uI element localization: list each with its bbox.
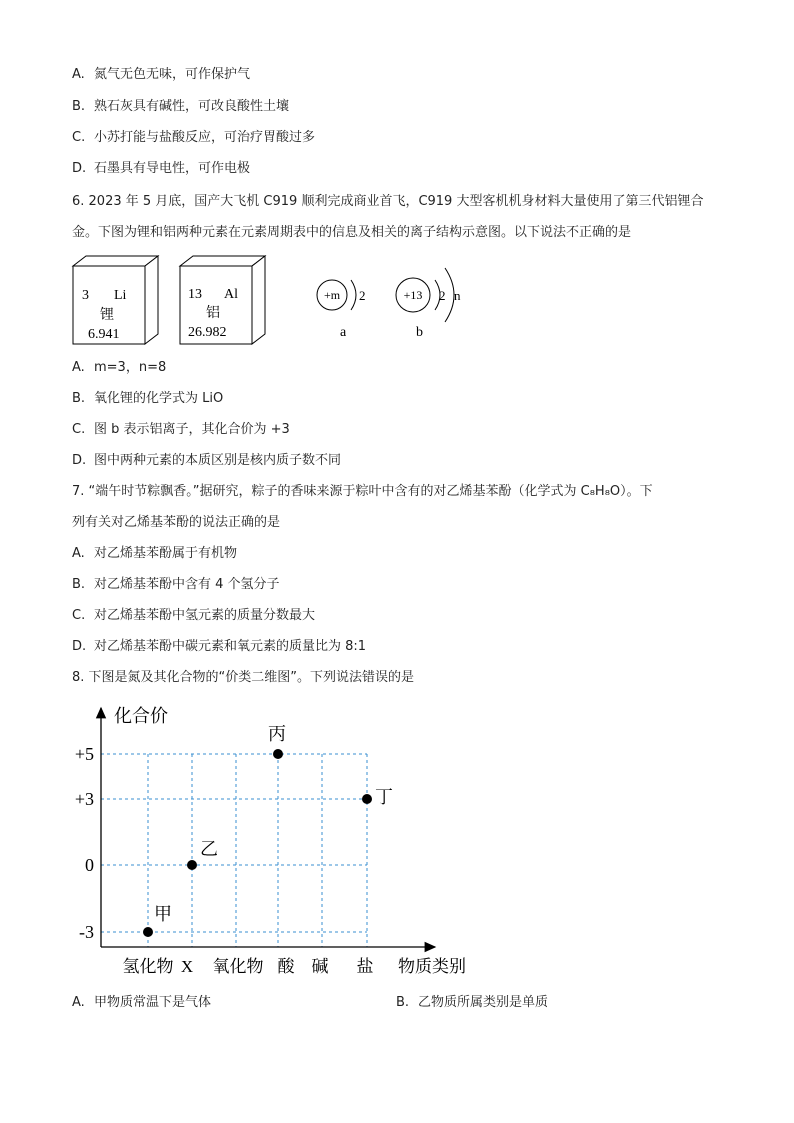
q7-stem-line1: 7. “端午时节粽飘香。”据研究，粽子的香味来源于粽叶中含有的对乙烯基苯酚（化学式为 C₈H₈O）。下 — [72, 484, 653, 499]
li-element-card — [73, 256, 158, 344]
al-element-card — [180, 256, 265, 344]
ion-b-caption: b — [416, 325, 423, 340]
q6-option-d — [72, 451, 341, 471]
option-label: B. — [396, 995, 410, 1010]
q8-option-b — [396, 993, 548, 1013]
data-point-乙 — [187, 860, 197, 870]
x-tick-label: 氧化物 — [212, 957, 264, 977]
x-tick-label: 碱 — [311, 957, 329, 977]
q5-option-b — [72, 97, 289, 117]
option-label: A. — [72, 67, 85, 82]
q7-option-d — [72, 637, 366, 657]
al-symbol: Al — [224, 287, 238, 302]
li-atomic-number: 3 — [82, 288, 89, 303]
li-mass: 6.941 — [88, 327, 120, 342]
option-text: 氮气无色无味，可作保护气 — [94, 67, 251, 82]
option-text: 熟石灰具有碱性，可改良酸性土壤 — [94, 99, 290, 114]
q7-option-a — [72, 544, 237, 564]
ion-b-nucleus: +13 — [403, 288, 423, 302]
ion-b-shell2: n — [454, 288, 461, 303]
option-label: C. — [72, 130, 86, 145]
li-symbol: Li — [114, 288, 127, 303]
q8-option-a — [72, 993, 211, 1013]
data-point-丙 — [273, 749, 283, 759]
x-tick-label: X — [180, 957, 194, 976]
option-label: B. — [72, 577, 86, 592]
q5-option-d — [72, 159, 250, 179]
x-tick-label: 氢化物 — [122, 957, 174, 977]
x-axis-title: 物质类别 — [398, 957, 466, 977]
option-text: 石墨具有导电性，可作电极 — [94, 161, 251, 176]
option-label: B. — [72, 391, 86, 406]
ion-structure-a — [317, 280, 366, 340]
option-text: 对乙烯基苯酚中碳元素和氧元素的质量比为 8:1 — [94, 639, 367, 654]
data-point-label: 甲 — [154, 904, 172, 925]
y-tick-label: -3 — [79, 922, 94, 942]
y-tick-label: +5 — [74, 744, 94, 764]
option-text: 对乙烯基苯酚中含有 4 个氢分子 — [94, 577, 280, 592]
data-point-丁 — [362, 794, 372, 804]
q7-option-c — [72, 606, 315, 626]
option-label: C. — [72, 608, 86, 623]
q8-stem: 8. 下图是氮及其化合物的“价类二维图”。下列说法错误的是 — [72, 670, 415, 685]
option-text: 氧化锂的化学式为 LiO — [94, 391, 224, 406]
ion-b-shell1: 2 — [439, 288, 446, 303]
option-label: D. — [72, 453, 87, 468]
option-label: A. — [72, 995, 85, 1010]
option-label: D. — [72, 639, 87, 654]
option-text: 对乙烯基苯酚属于有机物 — [94, 546, 238, 561]
ion-a-nucleus: +m — [323, 288, 341, 302]
data-points — [143, 724, 393, 937]
data-point-label: 丁 — [375, 787, 393, 808]
option-text: 乙物质所属类别是单质 — [418, 995, 549, 1010]
ion-a-shell: 2 — [359, 288, 366, 303]
option-label: B. — [72, 99, 86, 114]
y-tick-label: 0 — [85, 855, 94, 875]
q6-option-a — [72, 358, 166, 378]
al-atomic-number: 13 — [188, 287, 202, 302]
data-point-label: 丙 — [268, 724, 286, 745]
al-name: 铝 — [206, 305, 220, 321]
q5-option-c — [72, 128, 315, 148]
data-point-label: 乙 — [200, 839, 218, 860]
li-name: 锂 — [100, 307, 114, 323]
x-ticks — [123, 957, 374, 977]
option-label: A. — [72, 360, 85, 375]
option-text: 图 b 表示铝离子，其化合价为 +3 — [94, 422, 290, 437]
y-ticks — [75, 744, 94, 942]
q6-option-b — [72, 389, 223, 409]
option-text: 小苏打能与盐酸反应，可治疗胃酸过多 — [94, 130, 316, 145]
q7-option-b — [72, 575, 280, 595]
option-label: D. — [72, 161, 87, 176]
q5-option-a — [72, 65, 250, 85]
q7-stem-line2: 列有关对乙烯基苯酚的说法正确的是 — [72, 515, 281, 530]
option-text: m=3，n=8 — [94, 360, 167, 375]
chart-grid — [101, 754, 367, 947]
option-label: C. — [72, 422, 86, 437]
ion-a-caption: a — [340, 325, 347, 340]
option-text: 图中两种元素的本质区别是核内质子数不同 — [94, 453, 342, 468]
q6-option-c — [72, 420, 290, 440]
q6-stem: 6. 2023 年 5 月底，国产大飞机 C919 顺利完成商业首飞，C919 大型客机机身材料大量使用了第三代铝锂合金。下图为锂和铝两种元素在元素周期表中的信息及相关的离子结构示意图。以下说法不正确的是 — [72, 194, 704, 240]
q6-figure — [70, 254, 490, 354]
y-tick-label: +3 — [74, 789, 94, 809]
al-mass: 26.982 — [188, 325, 227, 340]
option-text: 甲物质常温下是气体 — [94, 995, 212, 1010]
x-tick-label: 酸 — [277, 957, 295, 977]
option-text: 对乙烯基苯酚中氢元素的质量分数最大 — [94, 608, 316, 623]
y-axis-title: 化合价 — [114, 706, 168, 727]
option-label: A. — [72, 546, 85, 561]
data-point-甲 — [143, 927, 153, 937]
ion-structure-b — [396, 268, 461, 340]
x-tick-label: 盐 — [356, 957, 374, 977]
valence-class-chart — [70, 700, 480, 985]
